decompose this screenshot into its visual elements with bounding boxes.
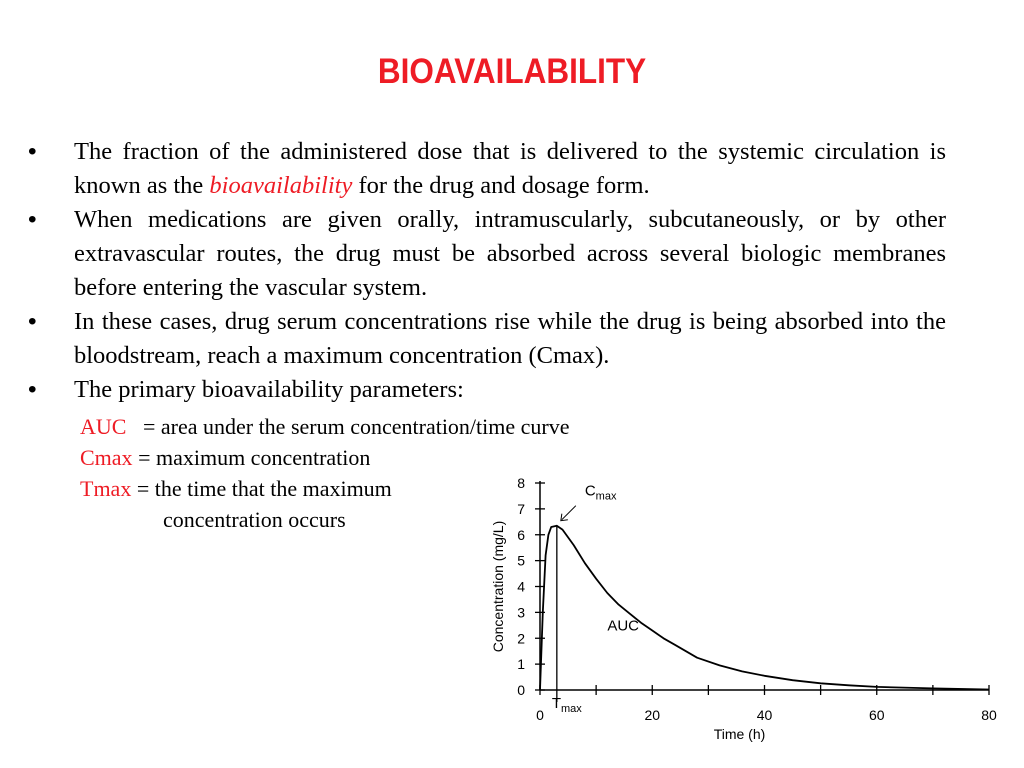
bullet-item (28, 135, 946, 203)
definition-value: = area under the serum concentration/time curve (126, 414, 570, 439)
definition-value: = the time that the maximum (131, 476, 392, 501)
concentration-time-chart (478, 465, 1008, 750)
slide-title: BIOAVAILABILITY (377, 52, 647, 91)
y-tick-label: 5 (517, 552, 525, 569)
bullet-item (28, 305, 946, 373)
x-tick-label: 80 (981, 707, 997, 723)
bullet-dot: • (28, 376, 37, 403)
x-tick-label: 60 (868, 707, 885, 723)
bullet-dot: • (28, 308, 37, 335)
y-tick-label: 6 (517, 526, 525, 543)
bullet-text: The primary bioavailability parameters: (74, 376, 464, 403)
concentration-curve (540, 526, 989, 690)
cmax-arrow (562, 506, 576, 520)
y-tick-label: 1 (517, 656, 525, 673)
y-axis-label: Concentration (mg/L) (490, 520, 506, 653)
x-tick-label: 20 (644, 707, 661, 723)
auc-label: AUC (607, 617, 640, 635)
definition-continuation: concentration occurs (163, 507, 346, 532)
bullet-text: for the drug and dosage form. (352, 172, 650, 199)
bullet-item (28, 203, 946, 305)
bullet-text: When medications are given orally, intramuscularly, subcutaneously, or by other extravascular routes, the drug must be absorbed across several biologic membranes before entering the vascular system. (74, 206, 946, 301)
bullet-item (28, 373, 946, 407)
y-tick-label: 7 (517, 500, 525, 517)
definition-key: Cmax (80, 445, 133, 470)
y-tick-label: 4 (517, 578, 525, 595)
cmax-label: $C_{max}$ (584, 482, 617, 503)
y-tick-label: 3 (517, 604, 525, 621)
bullet-dot: • (28, 138, 37, 165)
bioavailability-term: bioavailability (209, 172, 353, 199)
bullet-text: The fraction of the administered dose that is delivered to the systemic circulation is known as the (74, 138, 946, 199)
definition-value: = maximum concentration (132, 445, 371, 470)
y-tick-label: 8 (517, 475, 525, 491)
x-tick-label: 40 (756, 707, 773, 723)
x-axis-label: Time (h) (713, 726, 766, 742)
definition-auc (80, 411, 570, 442)
bullet-text: In these cases, drug serum concentrations rise while the drug is being absorbed into the bloodstream, reach a maximum concentration (Cmax). (74, 308, 946, 369)
definition-key: Tmax (80, 476, 132, 501)
definition-key: AUC (80, 414, 127, 439)
x-tick-label: 0 (536, 707, 544, 723)
tmax-label: $T_{max}$ (551, 695, 582, 715)
bullet-list (28, 135, 946, 407)
bullet-dot: • (28, 206, 37, 233)
y-tick-label: 2 (517, 630, 525, 647)
y-tick-label: 0 (517, 682, 525, 698)
